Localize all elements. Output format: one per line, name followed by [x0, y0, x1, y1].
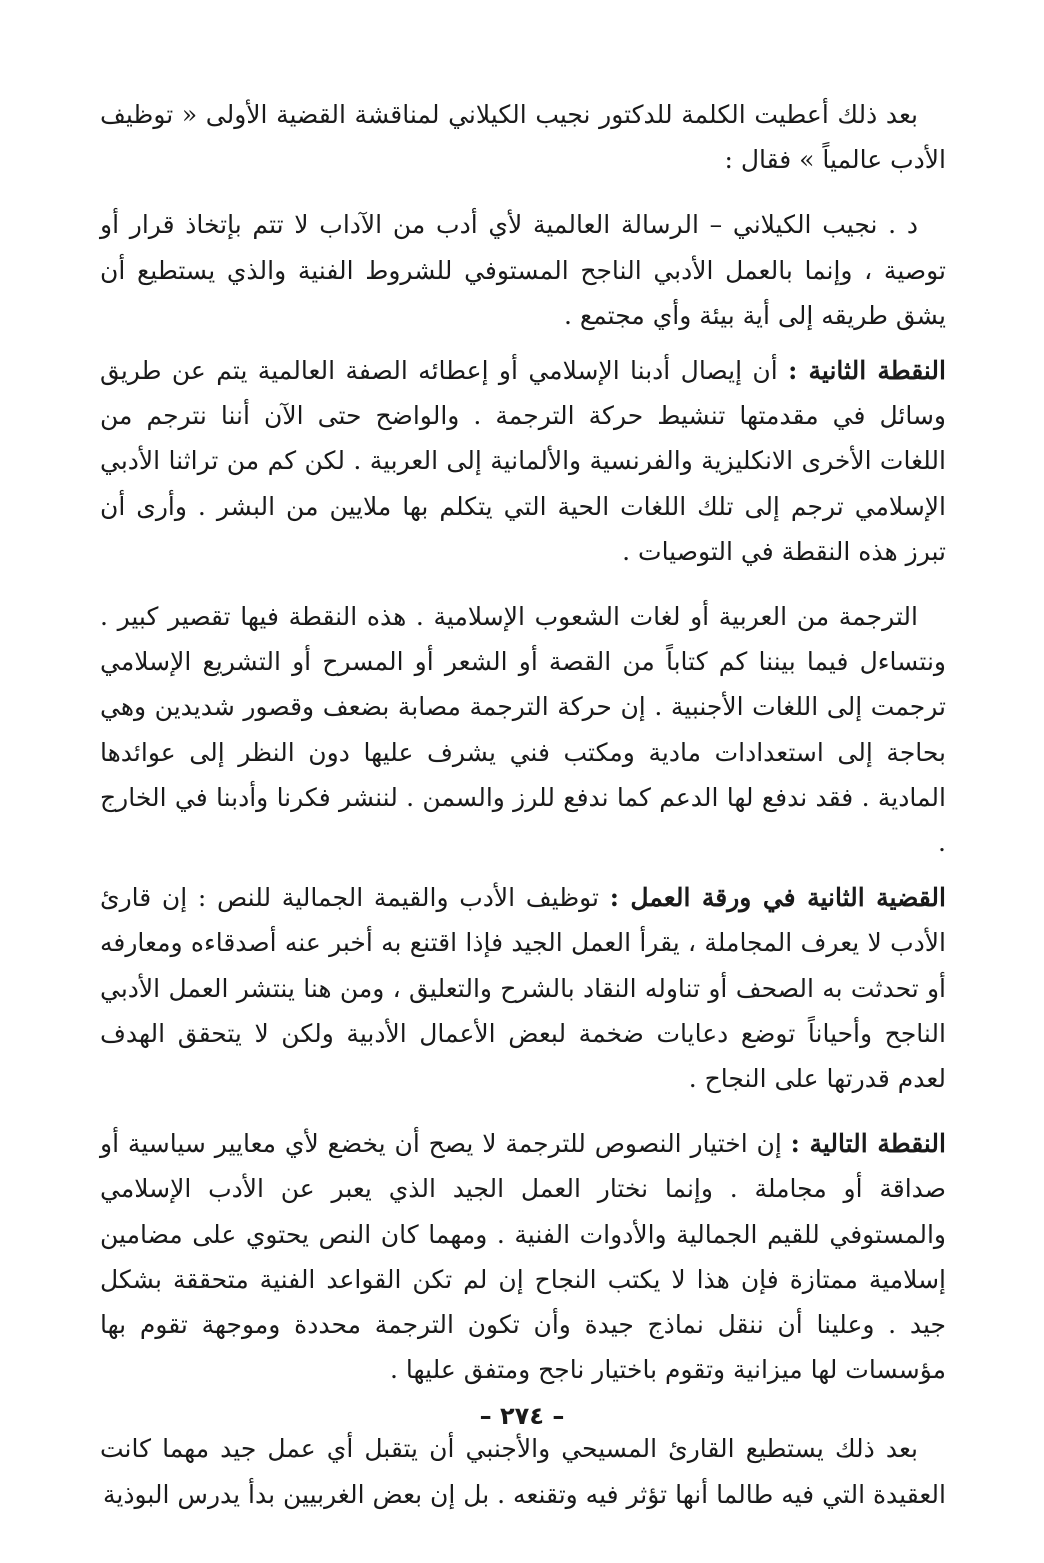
paragraph-text: بعد ذلك يستطيع القارئ المسيحي والأجنبي أن يتقبل أي عمل جيد مهما كانت العقيدة التي فيه طالما أنها تؤثر فيه وتقنعه . بل إن بعض الغربيين بدأ يدرس البوذية — [100, 1434, 946, 1509]
paragraph-lead: القضية الثانية في ورقة العمل : — [609, 883, 946, 913]
paragraph-lead: النقطة الثانية : — [788, 356, 946, 386]
paragraph-second-issue — [100, 875, 946, 1101]
paragraph-text: د . نجيب الكيلاني – الرسالة العالمية لأي أدب من الآداب لا تتم بإتخاذ قرار أو توصية ، وإنما بالعمل الأدبي الناجح المستوفي للشروط الفنية والذي يستطيع أن يشق طريقه إلى أية بيئة وأي مجتمع . — [100, 210, 946, 330]
paragraph-translation — [100, 594, 946, 865]
paragraph-text: إن اختيار النصوص للترجمة لا يصح أن يخضع لأي معايير سياسية أو صداقة أو مجاملة . وإنما نختار العمل الجيد الذي يعبر عن الأدب الإسلامي والمستوفي للقيم الجمالية والأدوات الفنية . ومهما كان النص يحتوي على مضامين إسلامية ممتازة فإن هذا لا يكتب النجاح إن لم تكن القواعد الفنية متحققة بشكل جيد . وعلينا أن ننقل نماذج جيدة وأن تكون الترجمة محددة وموجهة تقوم بها مؤسسات لها ميزانية وتقوم باختيار ناجح ومتفق عليها . — [100, 1129, 946, 1385]
paragraph-second-point — [100, 348, 946, 574]
paragraph-intro — [100, 92, 946, 182]
paragraph-text: بعد ذلك أعطيت الكلمة للدكتور نجيب الكيلاني لمناقشة القضية الأولى « توظيف الأدب عالمياً » فقال : — [100, 100, 946, 175]
paragraph-lead: النقطة التالية : — [790, 1129, 946, 1159]
paragraph-next-point — [100, 1121, 946, 1392]
paragraph-text: توظيف الأدب والقيمة الجمالية للنص : إن قارئ الأدب لا يعرف المجاملة ، يقرأ العمل الجيد فإذا اقتنع به أخبر عنه أصدقاءه ومعارفه أو تحدثت به الصحف أو تناوله النقاد بالشرح والتعليق ، ومن هنا ينتشر العمل الأدبي الناجح وأحياناً توضع دعايات ضخمة لبعض الأعمال الأدبية ولكن لا يتحقق الهدف لعدم قدرتها على النجاح . — [100, 883, 946, 1094]
page-body — [100, 92, 946, 1517]
page-number: – ٢٧٤ – — [479, 1402, 565, 1430]
paragraph-text: أن إيصال أدبنا الإسلامي أو إعطائه الصفة العالمية يتم عن طريق وسائل في مقدمتها تنشيط حركة الترجمة . والواضح حتى الآن أننا نترجم من اللغات الأخرى الانكليزية والفرنسية والألمانية إلى العربية . لكن كم من تراثنا الأدبي الإسلامي ترجم إلى تلك اللغات الحية التي يتكلم بها ملايين من البشر . وأرى أن تبرز هذه النقطة في التوصيات . — [100, 356, 946, 566]
paragraph-kilani-statement — [100, 202, 946, 338]
paragraph-closing — [100, 1426, 946, 1516]
paragraph-text: الترجمة من العربية أو لغات الشعوب الإسلامية . هذه النقطة فيها تقصير كبير . ونتساءل فيما بيننا كم كتاباً من القصة أو الشعر أو المسرح أو التشريع الإسلامي ترجمت إلى اللغات الأجنبية . إن حركة الترجمة مصابة بضعف وقصور شديدين وهي بحاجة إلى استعدادات مادية ومكتب فني يشرف عليها دون النظر إلى عوائدها المادية . فقد ندفع لها الدعم كما ندفع للرز والسمن . لننشر فكرنا وأدبنا في الخارج . — [100, 602, 946, 858]
